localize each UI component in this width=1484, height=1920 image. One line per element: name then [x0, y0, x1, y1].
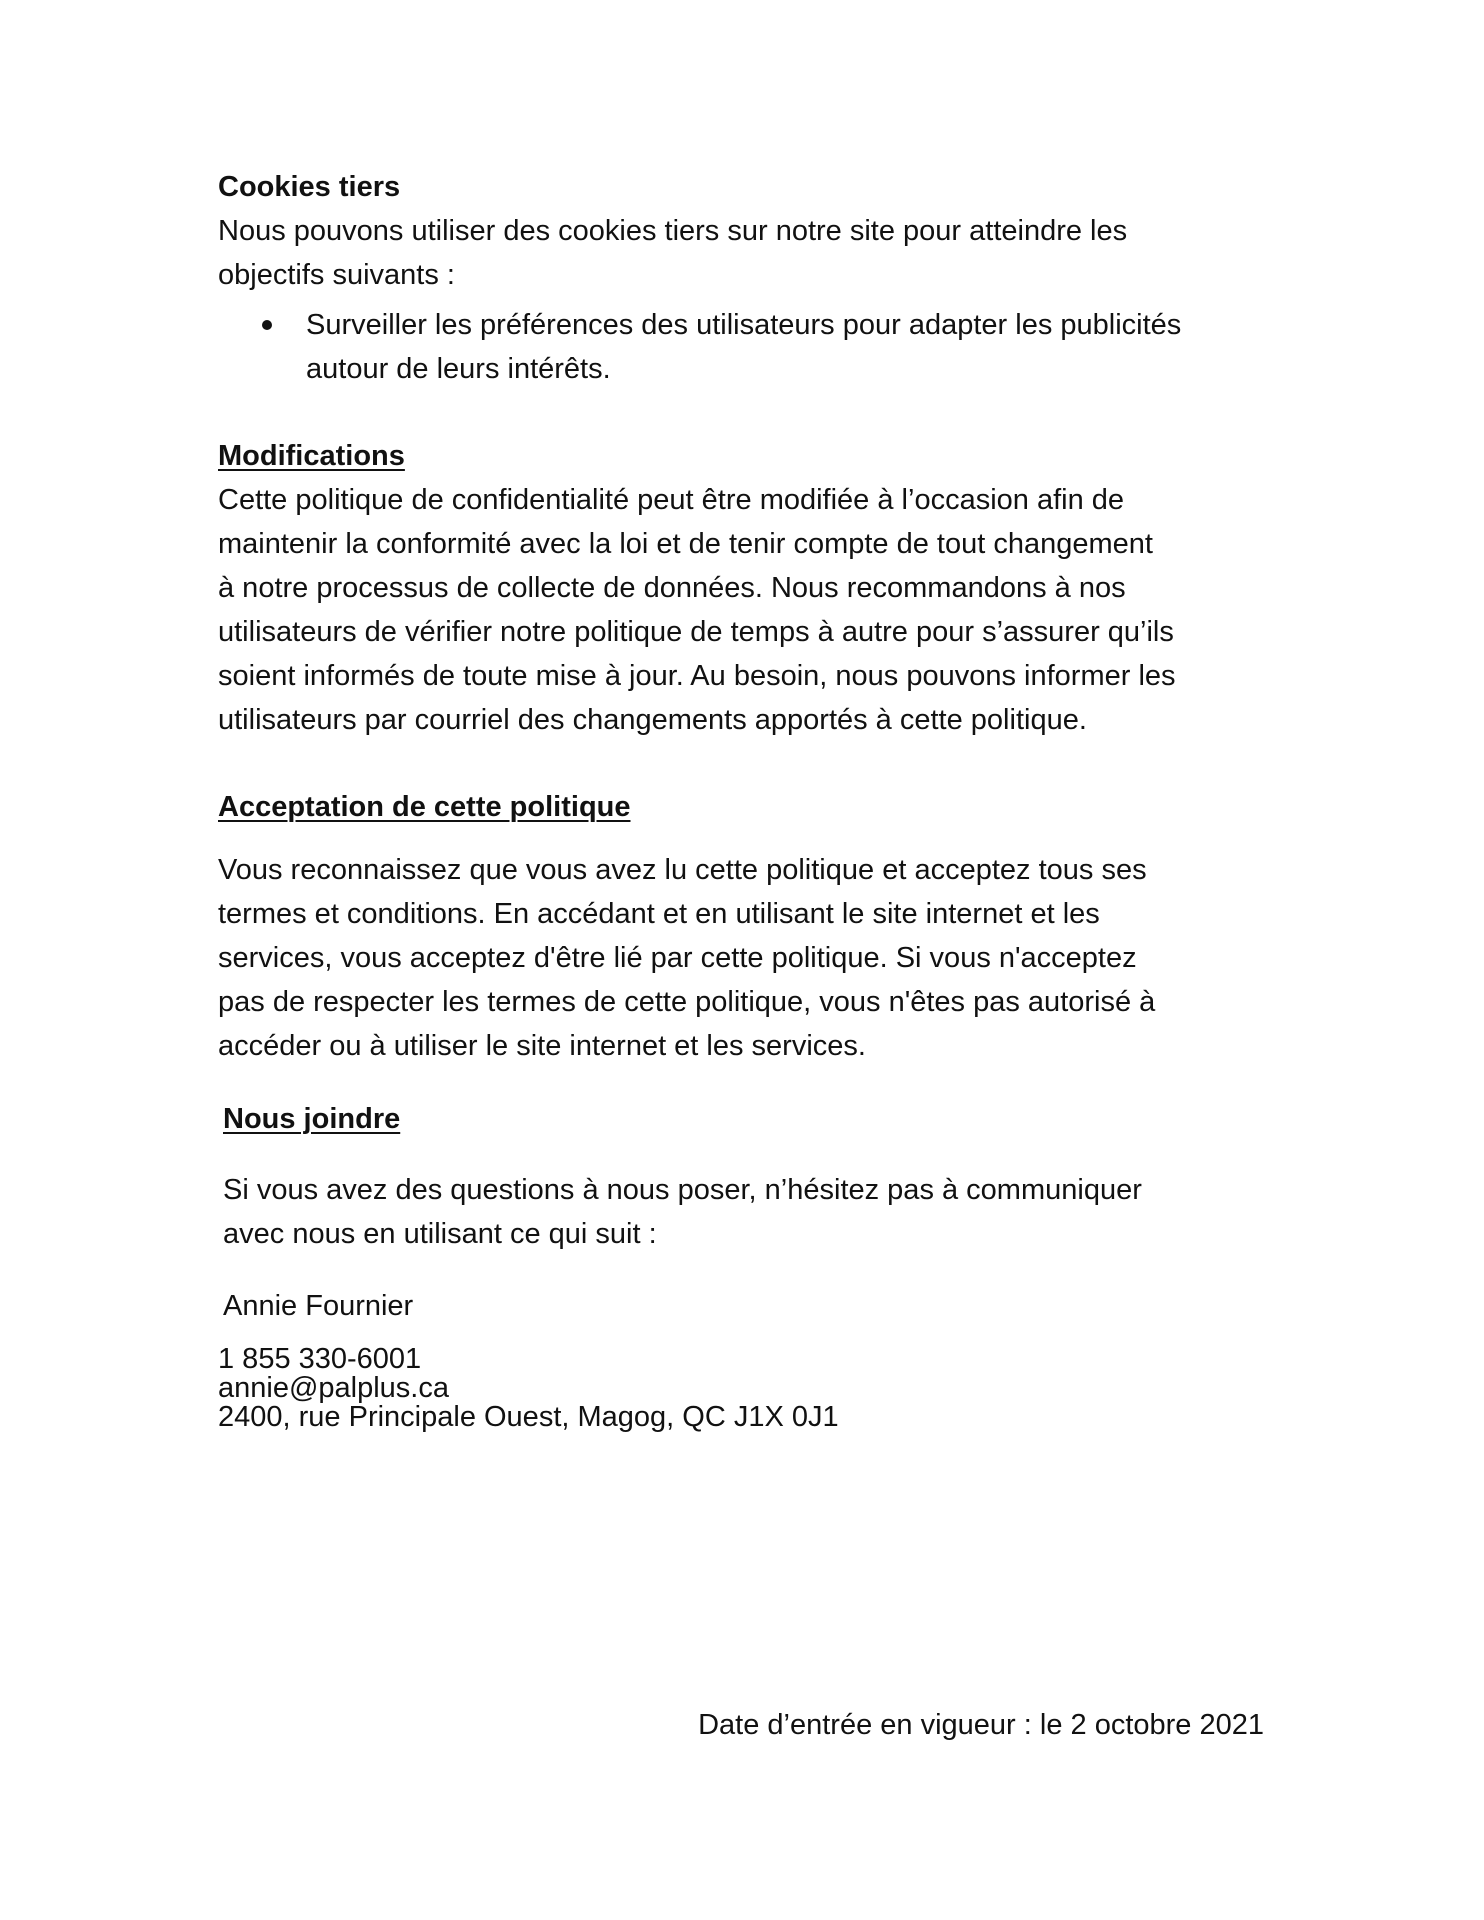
- cookies-bullet-item: [218, 303, 1278, 391]
- cookies-intro-line-1: Nous pouvons utiliser des cookies tiers sur notre site pour atteindre les: [218, 215, 1128, 247]
- bullet-text-line-1: Surveiller les préférences des utilisateurs pour adapter les publicités: [306, 309, 1182, 341]
- cookies-heading: Cookies tiers: [218, 171, 401, 203]
- acceptation-line-3: services, vous acceptez d'être lié par cette politique. Si vous n'acceptez: [218, 942, 1137, 974]
- contact-name-block: [223, 1284, 1283, 1328]
- contact-phone: 1 855 330-6001: [218, 1343, 422, 1375]
- modifications-line-6: utilisateurs par courriel des changements apportés à cette politique.: [218, 704, 1087, 736]
- modifications-line-4: utilisateurs de vérifier notre politique de temps à autre pour s’assurer qu’ils: [218, 616, 1174, 648]
- contact-details: [218, 1345, 1278, 1432]
- contact-intro: [223, 1168, 1283, 1256]
- modifications-line-5: soient informés de toute mise à jour. Au besoin, nous pouvons informer les: [218, 660, 1176, 692]
- acceptation-line-2: termes et conditions. En accédant et en utilisant le site internet et les: [218, 898, 1100, 930]
- cookies-section: [218, 165, 1278, 391]
- acceptation-heading: Acceptation de cette politique: [218, 791, 631, 823]
- contact-intro-line-1: Si vous avez des questions à nous poser, n’hésitez pas à communiquer: [223, 1174, 1142, 1206]
- effective-date: Date d’entrée en vigueur : le 2 octobre 2021: [698, 1709, 1264, 1741]
- acceptation-line-1: Vous reconnaissez que vous avez lu cette politique et acceptez tous ses: [218, 854, 1147, 886]
- acceptation-body: [218, 848, 1278, 1068]
- acceptation-section: [218, 785, 1278, 829]
- contact-heading: Nous joindre: [223, 1103, 401, 1135]
- modifications-line-2: maintenir la conformité avec la loi et de tenir compte de tout changement: [218, 528, 1153, 560]
- cookies-bullet-list: [218, 303, 1278, 391]
- modifications-section: [218, 434, 1278, 742]
- contact-name: Annie Fournier: [223, 1290, 414, 1322]
- bullet-text-line-2: autour de leurs intérêts.: [306, 353, 611, 385]
- contact-section: [223, 1097, 1283, 1141]
- acceptation-line-4: pas de respecter les termes de cette politique, vous n'êtes pas autorisé à: [218, 986, 1156, 1018]
- contact-intro-line-2: avec nous en utilisant ce qui suit :: [223, 1218, 657, 1250]
- contact-address: 2400, rue Principale Ouest, Magog, QC J1X 0J1: [218, 1401, 839, 1433]
- modifications-line-1: Cette politique de confidentialité peut être modifiée à l’occasion afin de: [218, 484, 1125, 516]
- acceptation-line-5: accéder ou à utiliser le site internet et les services.: [218, 1030, 866, 1062]
- modifications-heading: Modifications: [218, 440, 405, 472]
- bullet-icon: [262, 320, 272, 330]
- modifications-line-3: à notre processus de collecte de données. Nous recommandons à nos: [218, 572, 1126, 604]
- cookies-intro-line-2: objectifs suivants :: [218, 259, 455, 291]
- contact-email: annie@palplus.ca: [218, 1372, 449, 1404]
